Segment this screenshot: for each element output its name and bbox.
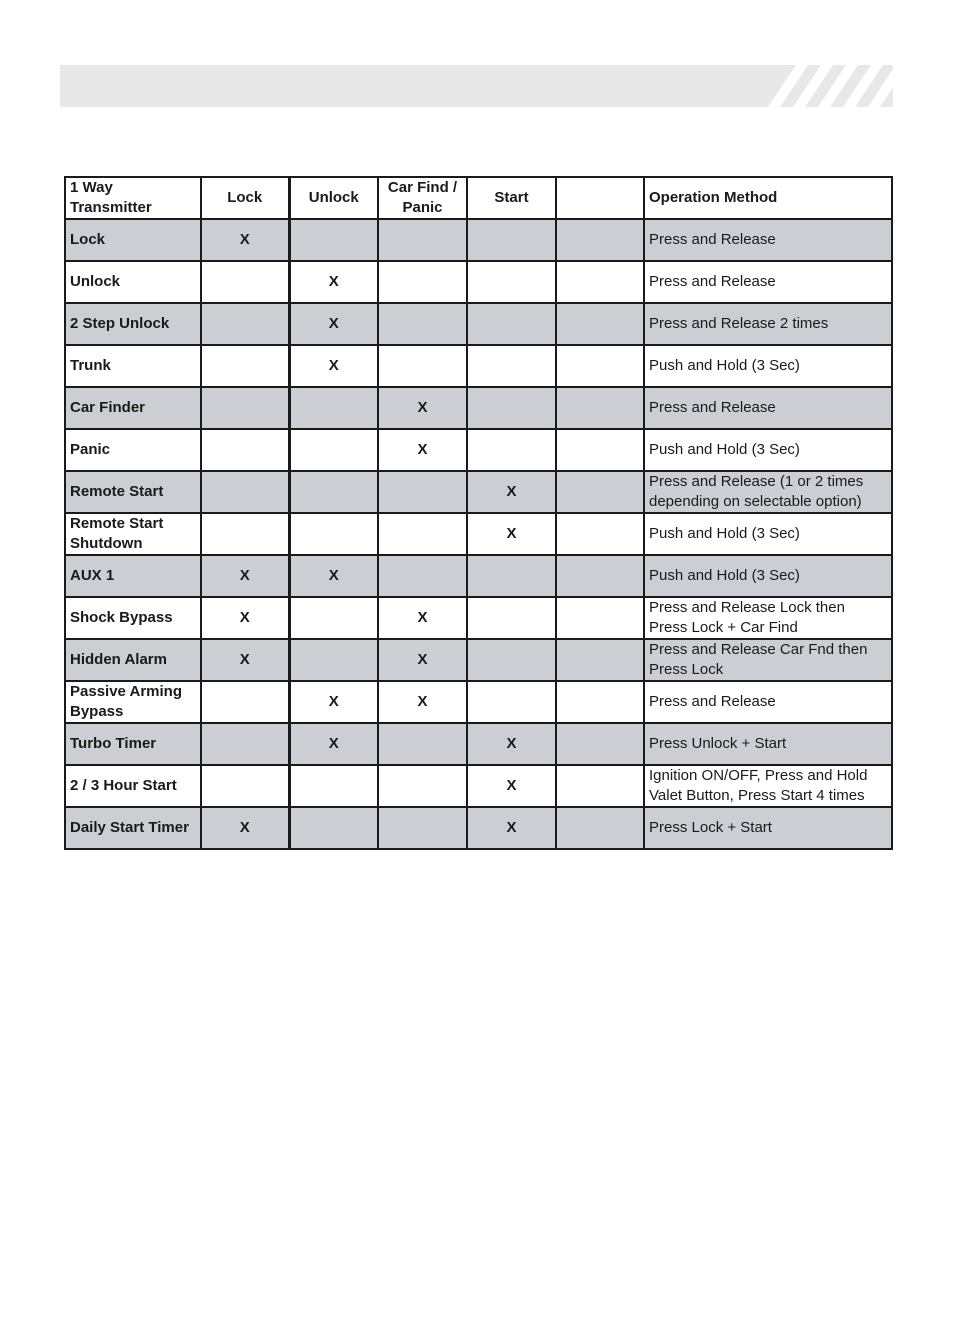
method-cell: Push and Hold (3 Sec) (644, 555, 892, 597)
car-find-panic-cell: X (378, 639, 467, 681)
car-find-panic-cell (378, 303, 467, 345)
function-cell: Passive Arming Bypass (65, 681, 201, 723)
unlock-cell: X (289, 345, 378, 387)
start-cell: X (467, 765, 556, 807)
table-row (65, 555, 892, 597)
function-cell: AUX 1 (65, 555, 201, 597)
page-header-band (60, 65, 893, 107)
extra-cell (556, 681, 644, 723)
function-cell: Daily Start Timer (65, 807, 201, 849)
lock-cell (201, 681, 289, 723)
car-find-panic-cell (378, 555, 467, 597)
method-cell: Push and Hold (3 Sec) (644, 429, 892, 471)
header-function: 1 Way Transmitter (65, 177, 201, 219)
method-cell: Push and Hold (3 Sec) (644, 345, 892, 387)
method-cell: Press and Release (644, 261, 892, 303)
unlock-cell (289, 639, 378, 681)
lock-cell: X (201, 219, 289, 261)
method-cell: Ignition ON/OFF, Press and Hold Valet Button, Press Start 4 times (644, 765, 892, 807)
table-row (65, 723, 892, 765)
unlock-cell (289, 429, 378, 471)
unlock-cell (289, 471, 378, 513)
extra-cell (556, 387, 644, 429)
table-row (65, 219, 892, 261)
extra-cell (556, 597, 644, 639)
function-cell: Panic (65, 429, 201, 471)
unlock-cell: X (289, 681, 378, 723)
start-cell (467, 681, 556, 723)
car-find-panic-cell: X (378, 387, 467, 429)
function-cell: Remote Start Shutdown (65, 513, 201, 555)
lock-cell: X (201, 597, 289, 639)
start-cell: X (467, 513, 556, 555)
table-row (65, 429, 892, 471)
unlock-cell (289, 597, 378, 639)
table-row (65, 807, 892, 849)
extra-cell (556, 513, 644, 555)
extra-cell (556, 345, 644, 387)
start-cell (467, 639, 556, 681)
method-cell: Press and Release (644, 681, 892, 723)
unlock-cell: X (289, 303, 378, 345)
function-cell: Lock (65, 219, 201, 261)
lock-cell: X (201, 639, 289, 681)
start-cell (467, 261, 556, 303)
function-cell: Trunk (65, 345, 201, 387)
lock-cell (201, 513, 289, 555)
extra-cell (556, 429, 644, 471)
table-row (65, 639, 892, 681)
start-cell (467, 555, 556, 597)
method-cell: Press and Release 2 times (644, 303, 892, 345)
table-body (65, 219, 892, 849)
start-cell (467, 429, 556, 471)
extra-cell (556, 555, 644, 597)
unlock-cell: X (289, 261, 378, 303)
car-find-panic-cell (378, 219, 467, 261)
start-cell: X (467, 807, 556, 849)
car-find-panic-cell (378, 345, 467, 387)
car-find-panic-cell (378, 513, 467, 555)
function-cell: 2 Step Unlock (65, 303, 201, 345)
start-cell (467, 303, 556, 345)
table-row (65, 597, 892, 639)
table-row (65, 345, 892, 387)
lock-cell (201, 387, 289, 429)
start-cell (467, 597, 556, 639)
start-cell: X (467, 723, 556, 765)
car-find-panic-cell (378, 261, 467, 303)
lock-cell (201, 303, 289, 345)
extra-cell (556, 723, 644, 765)
header-car-find-panic: Car Find / Panic (378, 177, 467, 219)
car-find-panic-cell (378, 807, 467, 849)
unlock-cell (289, 807, 378, 849)
table-header-row (65, 177, 892, 219)
method-cell: Push and Hold (3 Sec) (644, 513, 892, 555)
car-find-panic-cell: X (378, 681, 467, 723)
table-row (65, 681, 892, 723)
method-cell: Press and Release (644, 219, 892, 261)
start-cell: X (467, 471, 556, 513)
unlock-cell: X (289, 723, 378, 765)
unlock-cell (289, 387, 378, 429)
header-operation-method: Operation Method (644, 177, 892, 219)
function-cell: Shock Bypass (65, 597, 201, 639)
function-cell: Remote Start (65, 471, 201, 513)
lock-cell: X (201, 555, 289, 597)
unlock-cell: X (289, 555, 378, 597)
table-row (65, 513, 892, 555)
extra-cell (556, 219, 644, 261)
header-start: Start (467, 177, 556, 219)
function-cell: Turbo Timer (65, 723, 201, 765)
function-cell: 2 / 3 Hour Start (65, 765, 201, 807)
table-row (65, 471, 892, 513)
start-cell (467, 219, 556, 261)
lock-cell (201, 723, 289, 765)
unlock-cell (289, 765, 378, 807)
table-row (65, 387, 892, 429)
start-cell (467, 387, 556, 429)
method-cell: Press and Release (644, 387, 892, 429)
car-find-panic-cell (378, 723, 467, 765)
function-cell: Hidden Alarm (65, 639, 201, 681)
car-find-panic-cell: X (378, 597, 467, 639)
header-lock: Lock (201, 177, 289, 219)
table-row (65, 261, 892, 303)
extra-cell (556, 303, 644, 345)
extra-cell (556, 765, 644, 807)
car-find-panic-cell (378, 471, 467, 513)
lock-cell (201, 429, 289, 471)
header-unlock: Unlock (289, 177, 378, 219)
lock-cell (201, 471, 289, 513)
method-cell: Press and Release Car Fnd then Press Lock (644, 639, 892, 681)
unlock-cell (289, 513, 378, 555)
header-blank (556, 177, 644, 219)
lock-cell (201, 345, 289, 387)
extra-cell (556, 261, 644, 303)
lock-cell (201, 765, 289, 807)
unlock-cell (289, 219, 378, 261)
table-row (65, 303, 892, 345)
extra-cell (556, 807, 644, 849)
method-cell: Press and Release (1 or 2 times depending on selectable option) (644, 471, 892, 513)
lock-cell: X (201, 807, 289, 849)
car-find-panic-cell: X (378, 429, 467, 471)
function-cell: Car Finder (65, 387, 201, 429)
lock-cell (201, 261, 289, 303)
extra-cell (556, 639, 644, 681)
car-find-panic-cell (378, 765, 467, 807)
extra-cell (556, 471, 644, 513)
diagonal-stripes-decoration (768, 65, 893, 107)
start-cell (467, 345, 556, 387)
method-cell: Press Unlock + Start (644, 723, 892, 765)
function-cell: Unlock (65, 261, 201, 303)
table-row (65, 765, 892, 807)
transmitter-operations-table (64, 176, 893, 850)
method-cell: Press and Release Lock then Press Lock + Car Find (644, 597, 892, 639)
method-cell: Press Lock + Start (644, 807, 892, 849)
